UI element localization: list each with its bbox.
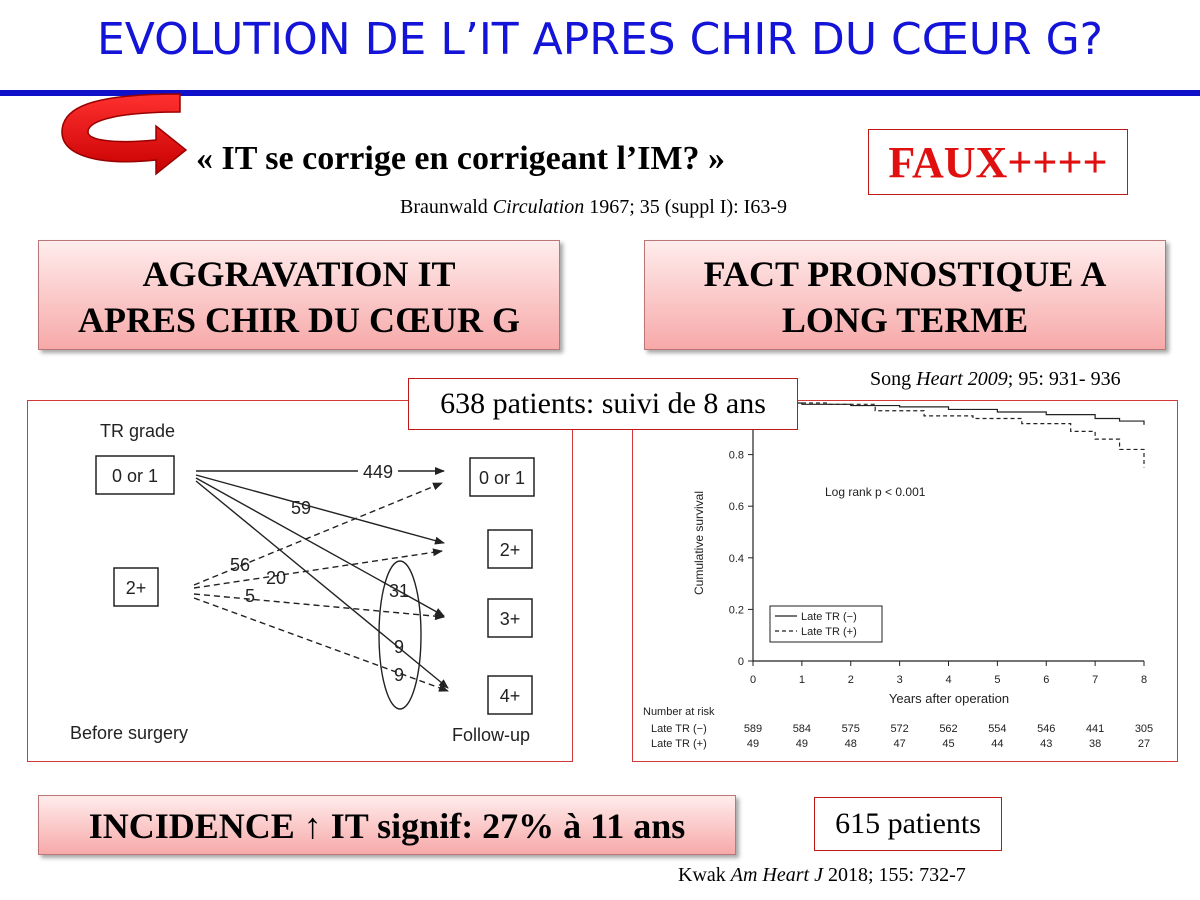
verdict-box: FAUX++++ bbox=[868, 129, 1128, 195]
y-tick-label: 0.2 bbox=[728, 604, 744, 617]
series-late-tr-neg bbox=[753, 403, 1144, 425]
x-tick-label: 5 bbox=[994, 674, 1001, 686]
x-tick-label: 2 bbox=[847, 674, 854, 686]
risk-row-label-pos: Late TR (+) bbox=[651, 738, 707, 750]
risk-value: 554 bbox=[988, 723, 1007, 735]
x-tick-label: 4 bbox=[945, 674, 952, 686]
song-citation: Song Heart 2009; 95: 931- 936 bbox=[870, 368, 1121, 390]
risk-value: 441 bbox=[1085, 723, 1105, 735]
series-late-tr-pos bbox=[753, 403, 1144, 468]
risk-value: 575 bbox=[841, 723, 860, 735]
risk-table-values bbox=[744, 723, 1153, 750]
flow-number-56: 56 bbox=[229, 555, 251, 575]
flow-number-20: 20 bbox=[265, 568, 287, 588]
follow-up-label: Follow-up bbox=[452, 725, 531, 745]
pronostic-line1: FACT PRONOSTIQUE A bbox=[703, 254, 1107, 294]
risk-value: 49 bbox=[746, 738, 760, 750]
risk-value: 44 bbox=[991, 738, 1004, 750]
y-axis-label: Cumulative survival bbox=[692, 490, 706, 596]
risk-row-label-neg: Late TR (−) bbox=[651, 723, 707, 735]
x-tick-label: 8 bbox=[1140, 674, 1148, 686]
pre-label-2: 2+ bbox=[125, 578, 147, 598]
risk-value: 48 bbox=[844, 738, 857, 750]
tr-flow-diagram bbox=[27, 400, 573, 762]
x-tick-label: 3 bbox=[896, 674, 903, 686]
risk-value: 572 bbox=[890, 723, 909, 735]
risk-value: 38 bbox=[1089, 738, 1102, 750]
x-tick-label: 7 bbox=[1092, 674, 1099, 686]
pronostic-box bbox=[644, 240, 1166, 350]
legend-entry-late-tr-neg: Late TR (−) bbox=[801, 611, 857, 623]
survival-chart-frame bbox=[632, 400, 1178, 762]
risk-value: 45 bbox=[942, 738, 955, 750]
y-tick-label: 0.8 bbox=[728, 449, 744, 462]
risk-value: 546 bbox=[1037, 723, 1056, 735]
flow-number-449: 449 bbox=[362, 462, 394, 482]
survival-chart bbox=[633, 401, 1179, 763]
flow-number-5: 5 bbox=[244, 586, 256, 606]
x-tick-label: 1 bbox=[798, 674, 805, 686]
incidence-box: INCIDENCE ↑ IT signif: 27% à 11 ans bbox=[38, 795, 736, 855]
post-label-0-1: 0 or 1 bbox=[478, 468, 526, 488]
risk-value: 43 bbox=[1040, 738, 1053, 750]
y-tick-label: 0.6 bbox=[728, 501, 744, 514]
post-label-2: 2+ bbox=[499, 540, 521, 560]
risk-value: 27 bbox=[1137, 738, 1151, 750]
curved-arrow-icon bbox=[60, 90, 200, 180]
y-tick-label: 0.4 bbox=[728, 552, 744, 565]
flow-number-9b: 9 bbox=[393, 665, 405, 685]
solid-arrows bbox=[196, 471, 448, 688]
flow-number-9a: 9 bbox=[393, 637, 405, 657]
y-tick-label: 0 bbox=[737, 656, 744, 668]
tr-flow-svg bbox=[28, 401, 574, 763]
aggravation-line1: AGGRAVATION IT bbox=[142, 254, 456, 294]
x-axis-label: Years after operation bbox=[888, 691, 1010, 706]
x-tick-label: 6 bbox=[1043, 674, 1050, 686]
risk-value: 305 bbox=[1134, 723, 1154, 735]
pre-label-0-1: 0 or 1 bbox=[111, 466, 159, 486]
flow-number-59: 59 bbox=[290, 498, 312, 518]
dashed-arrows bbox=[194, 483, 448, 691]
number-at-risk-header: Number at risk bbox=[643, 706, 715, 718]
patients-615-box: 615 patients bbox=[814, 797, 1002, 851]
slide-title: EVOLUTION DE L’IT APRES CHIR DU CŒUR G? bbox=[96, 14, 1104, 65]
quote-text: « IT se corrige en corrigeant l’IM? » bbox=[196, 140, 726, 177]
aggravation-box bbox=[38, 240, 560, 350]
pronostic-line2: LONG TERME bbox=[781, 300, 1029, 340]
flow-number-31: 31 bbox=[388, 581, 410, 601]
risk-value: 47 bbox=[893, 738, 906, 750]
post-label-3: 3+ bbox=[499, 609, 521, 629]
risk-value: 584 bbox=[792, 723, 812, 735]
patients-638-box: 638 patients: suivi de 8 ans bbox=[408, 378, 798, 430]
tr-grade-header: TR grade bbox=[100, 421, 176, 441]
survival-lines bbox=[753, 403, 1144, 468]
x-tick-label: 0 bbox=[749, 674, 757, 686]
risk-value: 562 bbox=[939, 723, 958, 735]
risk-value: 589 bbox=[743, 723, 763, 735]
risk-value: 49 bbox=[795, 738, 808, 750]
legend-entry-late-tr-pos: Late TR (+) bbox=[801, 626, 857, 638]
braunwald-citation: Braunwald Circulation 1967; 35 (suppl I): I63-9 bbox=[400, 196, 788, 218]
survival-axes bbox=[729, 429, 1147, 686]
log-rank-annotation: Log rank p < 0.001 bbox=[825, 485, 926, 499]
aggravation-line2: APRES CHIR DU CŒUR G bbox=[77, 300, 521, 340]
before-surgery-label: Before surgery bbox=[70, 723, 189, 743]
kwak-citation: Kwak Am Heart J 2018; 155: 732-7 bbox=[678, 864, 966, 886]
post-label-4: 4+ bbox=[499, 686, 521, 706]
